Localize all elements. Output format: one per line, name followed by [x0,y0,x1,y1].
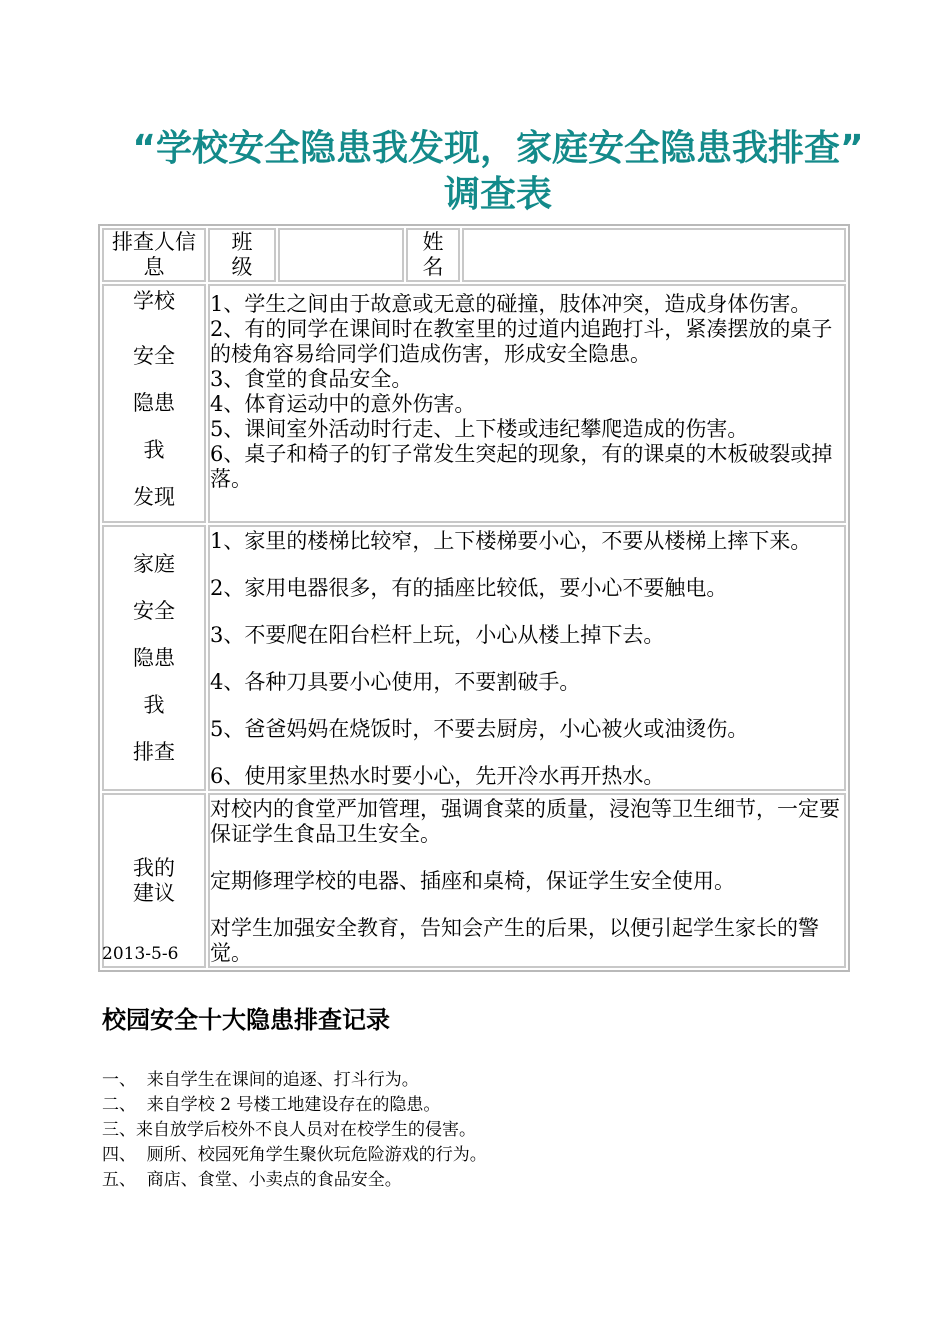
school-label-5: 发现 [133,485,175,509]
home-label-5: 排查 [133,740,175,764]
suggestion-items-cell [208,793,846,968]
name-label: 姓名 [422,230,444,279]
school-item: 4、体育运动中的意外伤害。 [210,392,476,416]
date-text: 2013-5-6 [102,944,179,964]
name-label-cell [406,228,460,282]
title-line-2: 调查表 [443,174,552,215]
suggestion-item: 对学生加强安全教育，告知会产生的后果，以便引起学生家长的警觉。 [210,916,819,965]
school-label-cell [102,284,206,523]
school-item: 5、课间室外活动时行走、上下楼或违纪攀爬造成的伤害。 [210,417,749,441]
home-item: 5、爸爸妈妈在烧饭时，不要去厨房，小心被火或油烫伤。 [210,717,749,741]
list-item: 一、 来自学生在课间的追逐、打斗行为。 [102,1070,419,1090]
info-label-cell [102,228,206,282]
home-label-3: 隐患 [133,646,175,670]
school-label-1: 学校 [133,289,175,313]
list-item: 二、 来自学校 2 号楼工地建设存在的隐患。 [102,1095,441,1115]
records-title: 校园安全十大隐患排查记录 [102,1006,390,1034]
school-item: 1、学生之间由于故意或无意的碰撞，肢体冲突，造成身体伤害。 [210,292,812,316]
survey-table [98,224,850,972]
school-label-3: 隐患 [133,391,175,415]
title-line-1: “学校安全隐患我发现，家庭安全隐患我排查” [132,128,864,169]
home-label-4: 我 [143,693,165,717]
school-label-2: 安全 [133,344,175,368]
records-list [102,1068,487,1193]
home-label-1: 家庭 [133,552,175,576]
school-label-4: 我 [143,438,165,462]
class-value-cell[interactable] [278,228,404,282]
list-item: 四、 厕所、校园死角学生聚伙玩危险游戏的行为。 [102,1145,487,1165]
suggestion-label: 我的建议 [133,855,175,905]
suggestion-item: 对校内的食堂严加管理，强调食菜的质量，浸泡等卫生细节，一定要保证学生食品卫生安全。 [210,797,840,846]
table-row-info [102,228,846,282]
home-label-cell [102,525,206,791]
info-label: 排查人信息 [112,230,196,279]
school-item: 2、有的同学在课间时在教室里的过道内追跑打斗，紧凑摆放的桌子的棱角容易给同学们造成伤害，形成安全隐患。 [210,317,833,366]
suggestion-label-cell [102,793,206,968]
page-title [98,126,898,218]
home-label-2: 安全 [133,599,175,623]
table-row-school [102,284,846,523]
school-items-cell [208,284,846,523]
school-item: 6、桌子和椅子的钉子常发生突起的现象，有的课桌的木板破裂或掉落。 [210,442,833,491]
suggestion-item: 定期修理学校的电器、插座和桌椅，保证学生安全使用。 [210,869,735,893]
home-item: 2、家用电器很多，有的插座比较低，要小心不要触电。 [210,576,728,600]
class-label-cell [208,228,276,282]
name-value-cell[interactable] [462,228,846,282]
home-items-cell [208,525,846,791]
table-row-home [102,525,846,791]
home-item: 1、家里的楼梯比较窄，上下楼梯要小心，不要从楼梯上摔下来。 [210,529,812,553]
home-item: 4、各种刀具要小心使用，不要割破手。 [210,670,581,694]
table-row-suggestion [102,793,846,968]
home-item: 6、使用家里热水时要小心，先开冷水再开热水。 [210,764,665,788]
school-item: 3、食堂的食品安全。 [210,367,413,391]
class-label: 班级 [231,230,253,279]
home-item: 3、不要爬在阳台栏杆上玩，小心从楼上掉下去。 [210,623,665,647]
list-item: 五、 商店、食堂、小卖点的食品安全。 [102,1170,402,1190]
list-item: 三、来自放学后校外不良人员对在校学生的侵害。 [102,1120,476,1140]
